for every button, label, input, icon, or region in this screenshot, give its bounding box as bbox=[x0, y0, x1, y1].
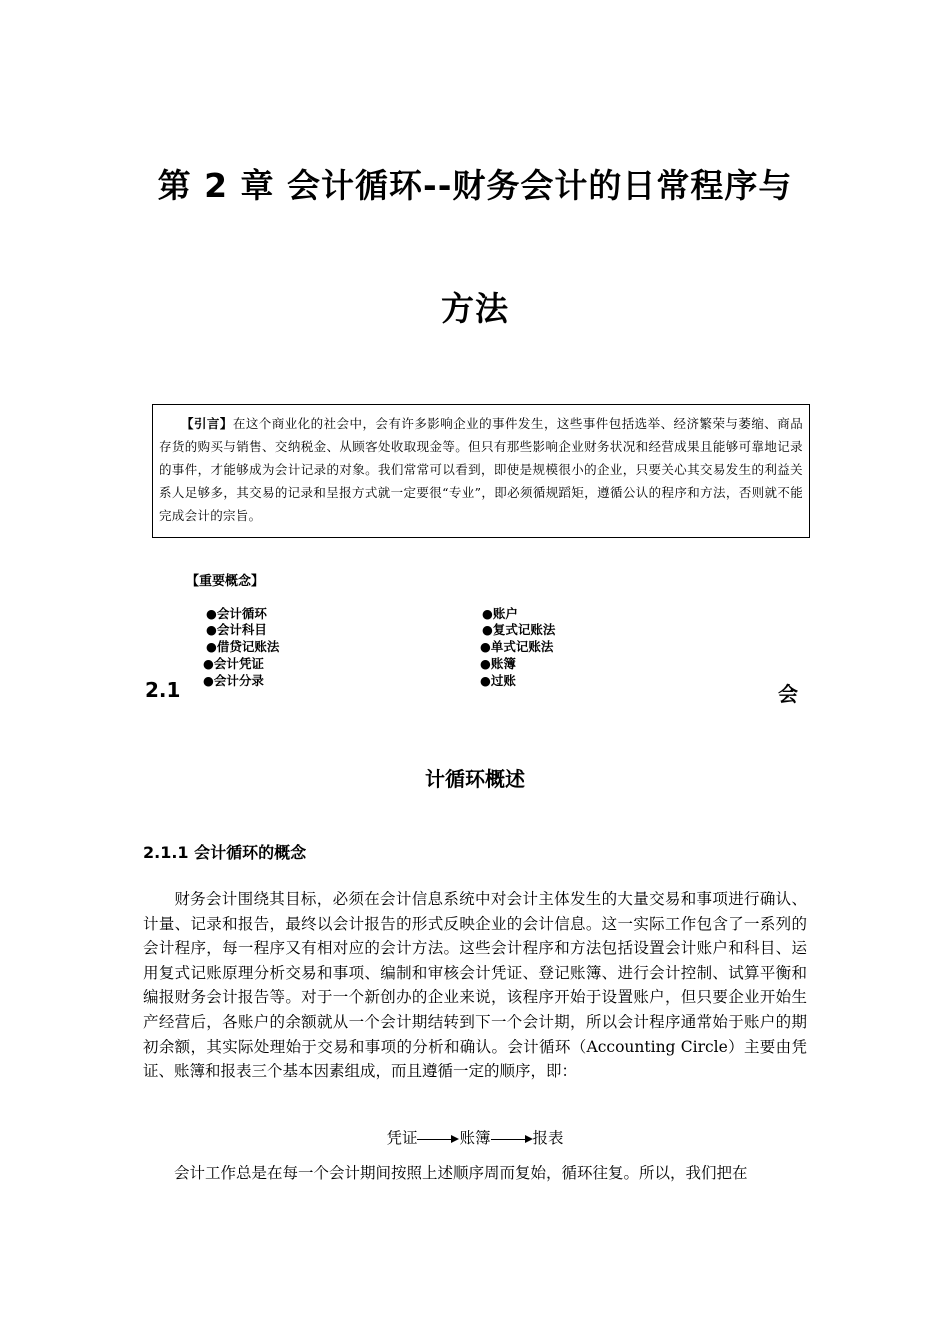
concept-item: ●会计凭证 bbox=[203, 656, 264, 671]
flow-step: 凭证 bbox=[386, 1129, 418, 1147]
paragraph-text: 财务会计围绕其目标，必须在会计信息系统中对会计主体发生的大量交易和事项进行确认、计量、记录和报告，最终以会计报告的形式反映企业的会计信息。这一实际工作包含了一系列的会计程序，每一程序又有相对应的会计方法。这些会计程序和方法包括设置会计账户和科目、运用复式记账原理分析交易和事项、编制和审核会计凭证、登记账簿、进行会计控制、试算平衡和编报财务会计报告等。对于一个新创办的企业来说，该程序开始于设置账户，但只要企业开始生产经营后，各账户的余额就从一个会计期结转到下一个会计期，所以会计程序通常始于账户的期初余额，其实际处理始于交易和事项的分析和确认。会计循环（Accounting Circle）主要由凭证、账簿和报表三个基本因素组成，而且遵循一定的顺序，即： bbox=[143, 890, 807, 1081]
intro-text: 在这个商业化的社会中，会有许多影响企业的事件发生，这些事件包括选举、经济繁荣与萎缩、商品存货的购买与销售、交纳税金、从顾客处收取现金等。但只有那些影响企业财务状况和经营成果且能够可靠地记录的事件，才能够成为会计记录的对象。我们常常可以看到，即使是规模很小的企业，只要关心其交易发生的利益关系人足够多，其交易的记录和呈报方式就一定要很“专业”，即必须循规蹈矩，遵循公认的程序和方法，否则就不能完成会计的宗旨。 bbox=[159, 416, 804, 523]
paragraph-text: 会计工作总是在每一个会计期间按照上述顺序周而复始，循环往复。所以，我们把在 bbox=[174, 1164, 748, 1182]
concept-item: ●单式记账法 bbox=[480, 639, 554, 654]
concept-item: ●会计科目 bbox=[206, 622, 267, 637]
chapter-title-line2: 方法 bbox=[441, 289, 509, 328]
flow-step: 报表 bbox=[532, 1129, 564, 1147]
section-title-start: 会 bbox=[778, 682, 798, 706]
flow-step: 账簿 bbox=[459, 1129, 491, 1147]
intro-box bbox=[152, 404, 810, 538]
intro-lead: 【引言】 bbox=[181, 416, 233, 431]
subsection-title: 2.1.1 会计循环的概念 bbox=[143, 843, 307, 862]
concept-item: ●会计循环 bbox=[206, 606, 267, 621]
concept-item: ●账簿 bbox=[480, 656, 516, 671]
flow-line bbox=[0, 1126, 950, 1148]
concept-item: ●会计分录 bbox=[203, 673, 264, 688]
concept-item: ●复式记账法 bbox=[482, 622, 556, 637]
body-paragraph bbox=[143, 887, 807, 1084]
concept-item: ●过账 bbox=[480, 673, 516, 688]
key-concepts-heading: 【重要概念】 bbox=[186, 574, 265, 589]
body-paragraph bbox=[143, 1161, 807, 1186]
section-number: 2.1 bbox=[145, 678, 181, 702]
section-title-rest: 计循环概述 bbox=[425, 767, 525, 791]
right-arrow-icon bbox=[491, 1134, 533, 1144]
concept-item: ●借贷记账法 bbox=[206, 639, 280, 654]
right-arrow-icon bbox=[417, 1134, 459, 1144]
concept-item: ●账户 bbox=[482, 606, 518, 621]
chapter-title-line1: 第 2 章 会计循环--财务会计的日常程序与 bbox=[157, 166, 793, 205]
